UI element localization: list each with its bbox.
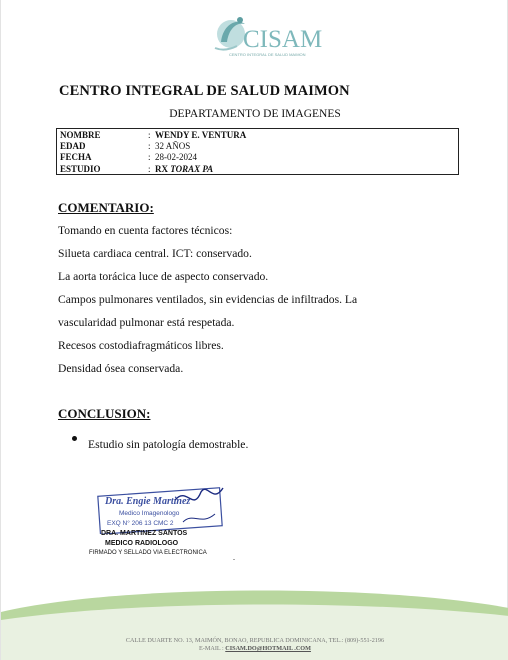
comment-line: Silueta cardiaca central. ICT: conservado. [58,247,252,260]
comment-line: Campos pulmonares ventilados, sin evidencias de infiltrados. La [58,293,358,306]
signature-stamp [97,482,231,534]
bullet-icon [72,436,77,441]
patient-info-box [56,128,459,175]
comment-line: La aorta torácica luce de aspecto conservado. [58,270,269,283]
study-value [155,164,458,175]
study-date-value: 28-02-2024 [155,152,197,163]
stamp-exq: EXQ N° 206 13 CMC 2 [107,520,174,527]
footer-address: CALLE DUARTE NO. 13, MAIMÓN, BONAO, REPUBLICA DOMINICANA, TEL.: (809)-551-2196 [125,637,385,644]
cisam-logo-icon [207,12,323,60]
comment-line: Recesos costodiafragmáticos libres. [58,339,224,352]
signature-stamp-graphic [97,482,231,534]
org-title: CENTRO INTEGRAL DE SALUD MAIMON [59,83,350,99]
stray-mark: . [233,553,235,562]
field-separator: : [148,163,151,174]
field-label: FECHA [60,152,92,163]
conclusion-heading: CONCLUSION: [58,406,151,421]
patient-row-study [60,164,458,175]
comment-heading: COMENTARIO: [58,200,154,215]
field-label: EDAD [60,141,86,152]
stamp-role: Medico Imagenologo [119,510,180,517]
cisam-logo [207,12,323,60]
conclusion-item: Estudio sin patología demostrable. [88,438,249,451]
doctor-title: MEDICO RADIOLOGO [105,540,179,547]
footer-email-label: E-MAIL : [199,645,226,652]
field-label: NOMBRE [60,130,101,140]
stamp-name: Dra. Engie Martinez [105,496,191,507]
study-prefix: RX [155,163,171,174]
field-separator: : [148,130,151,140]
logo-text: CISAM [243,26,323,53]
patient-row-date [60,152,458,163]
field-separator: : [148,152,151,163]
comment-line: vascularidad pulmonar está respetada. [58,316,235,329]
field-separator: : [148,141,151,152]
comment-line: Tomando en cuenta factores técnicos: [58,224,233,237]
electronic-signature-note: FIRMADO Y SELLADO VIA ELECTRONICA [89,550,207,556]
logo-tagline: CENTRO INTEGRAL DE SALUD MAIMON [229,52,306,57]
footer-email-line [1,645,508,652]
department-title: DEPARTAMENTO DE IMAGENES [169,108,341,120]
comment-line: Densidad ósea conservada. [58,362,184,375]
study-type: TORAX PA [170,163,214,174]
patient-name-value: WENDY E. VENTURA [155,130,247,140]
patient-row-name [60,130,458,141]
patient-row-age [60,141,458,152]
doctor-name: DRA. MARTINEZ SANTOS [101,530,188,537]
patient-age-value: 32 AÑOS [155,141,191,152]
field-label: ESTUDIO [60,163,101,174]
footer-email-link[interactable]: CISAM.DO@HOTMAIL .COM [225,645,311,652]
